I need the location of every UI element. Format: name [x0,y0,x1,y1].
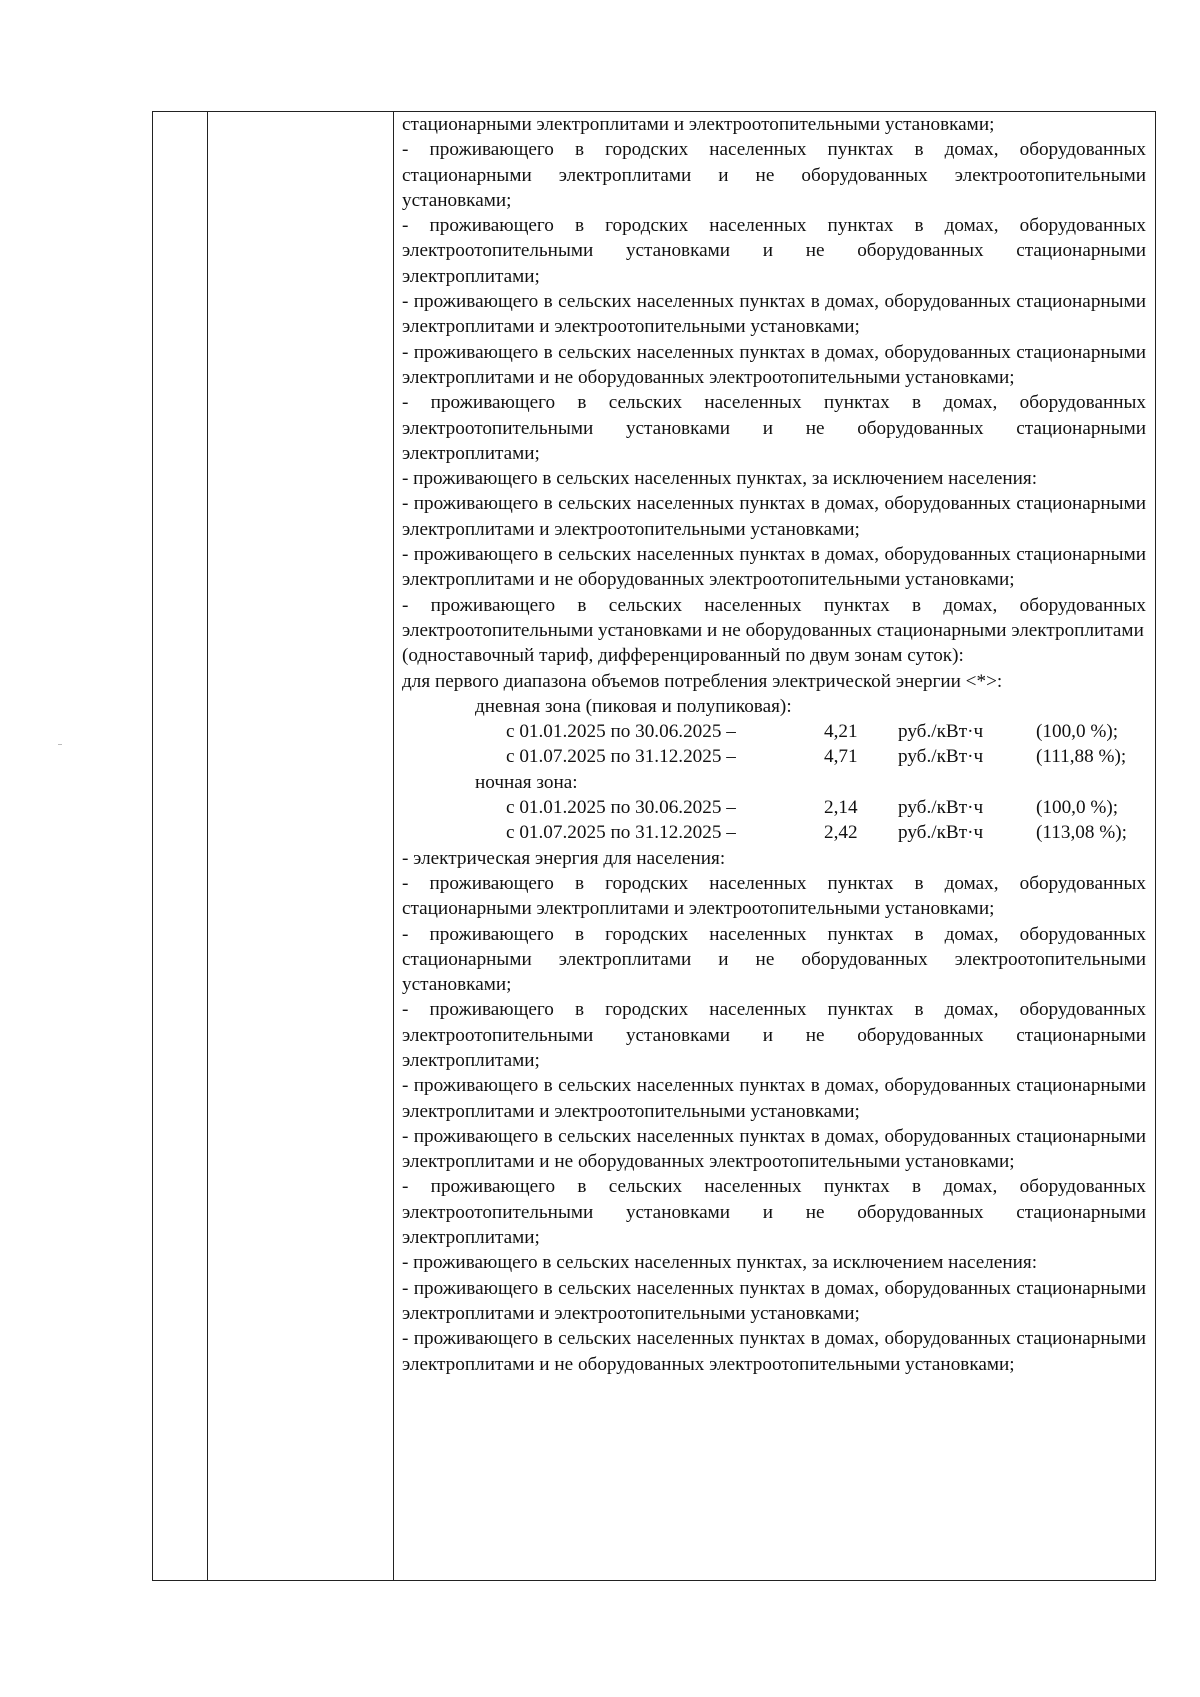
tariff-unit: руб./кВт·ч [898,746,984,768]
tariff-type-note: (одноставочный тариф, дифференцированный по двум зонам суток): [402,645,964,667]
tariff-period: с 01.01.2025 по 30.06.2025 – [506,721,736,743]
paragraph: - проживающего в сельских населенных пунктах в домах, оборудованных электроотопительными установками и не оборудованных стационарными электроплитами [402,594,1146,641]
paragraph: - проживающего в сельских населенных пунктах, за исключением населения: [402,1252,1038,1274]
paragraph: - проживающего в городских населенных пунктах в домах, оборудованных стационарными электроплитами и не оборудованных электроотопительными установками; [402,139,1146,211]
tariff-percent: (100,0 %); [1036,721,1119,743]
tariff-unit: руб./кВт·ч [898,822,984,844]
paragraph: - проживающего в сельских населенных пунктах в домах, оборудованных электроотопительными установками и не оборудованных стационарными электроплитами; [402,392,1146,464]
tariff-percent: (111,88 %); [1036,746,1127,768]
tariff-value: 2,42 [824,822,858,844]
section-heading: - электрическая энергия для населения: [402,847,726,869]
tariff-period: с 01.07.2025 по 31.12.2025 – [506,746,736,768]
paragraph: - проживающего в городских населенных пунктах в домах, оборудованных стационарными электроплитами и не оборудованных электроотопительными установками; [402,923,1146,996]
paragraph: - проживающего в городских населенных пунктах в домах, оборудованных электроотопительными установками и не оборудованных стационарными электроплитами; [402,999,1146,1071]
tariff-row [402,795,1146,820]
range-heading: для первого диапазона объемов потребления электрической энергии <*>: [402,670,1003,692]
paragraph: - проживающего в городских населенных пунктах в домах, оборудованных электроотопительными установками и не оборудованных стационарными электроплитами; [402,215,1146,287]
paragraph: - проживающего в сельских населенных пунктах в домах, оборудованных стационарными электроплитами и электроотопительными установками; [402,1075,1146,1122]
paragraph: - проживающего в городских населенных пунктах в домах, оборудованных стационарными электроплитами и электроотопительными установками; [402,872,1146,920]
column-divider-1 [207,112,208,1580]
tariff-value: 2,14 [824,797,858,819]
tariff-unit: руб./кВт·ч [898,797,984,819]
scan-speck [58,744,62,745]
paragraph: - проживающего в сельских населенных пунктах, за исключением населения: [402,468,1038,490]
tariff-row [402,719,1146,744]
tariff-text-cell [402,112,1146,1377]
paragraph: - проживающего в сельских населенных пунктах в домах, оборудованных стационарными электроплитами и электроотопительными установками; [402,493,1146,540]
tariff-period: с 01.01.2025 по 30.06.2025 – [506,797,736,819]
tariff-value: 4,71 [824,746,858,768]
paragraph: стационарными электроплитами и электроотопительными установками; [402,114,995,135]
tariff-period: с 01.07.2025 по 31.12.2025 – [506,822,736,844]
tariff-row [402,820,1146,845]
paragraph: - проживающего в сельских населенных пунктах в домах, оборудованных стационарными электроплитами и электроотопительными установками; [402,291,1146,338]
column-divider-2 [393,112,394,1580]
day-zone-label: дневная зона (пиковая и полупиковая): [475,695,792,717]
tariff-percent: (100,0 %); [1036,797,1119,819]
tariff-value: 4,21 [824,721,858,743]
tariff-percent: (113,08 %); [1036,822,1127,844]
paragraph: - проживающего в сельских населенных пунктах в домах, оборудованных стационарными электроплитами и не оборудованных электроотопительными установками; [402,341,1146,388]
paragraph: - проживающего в сельских населенных пунктах в домах, оборудованных электроотопительными установками и не оборудованных стационарными электроплитами; [402,1176,1146,1249]
night-zone-label: ночная зона: [475,771,578,793]
paragraph: - проживающего в сельских населенных пунктах в домах, оборудованных стационарными электроплитами и электроотопительными установками; [402,1277,1146,1324]
tariff-unit: руб./кВт·ч [898,721,984,743]
tariff-row [402,744,1146,769]
paragraph: - проживающего в сельских населенных пунктах в домах, оборудованных стационарными электроплитами и не оборудованных электроотопительными установками; [402,1328,1146,1375]
paragraph: - проживающего в сельских населенных пунктах в домах, оборудованных стационарными электроплитами и не оборудованных электроотопительными установками; [402,1125,1146,1173]
paragraph: - проживающего в сельских населенных пунктах в домах, оборудованных стационарными электроплитами и не оборудованных электроотопительными установками; [402,544,1146,591]
